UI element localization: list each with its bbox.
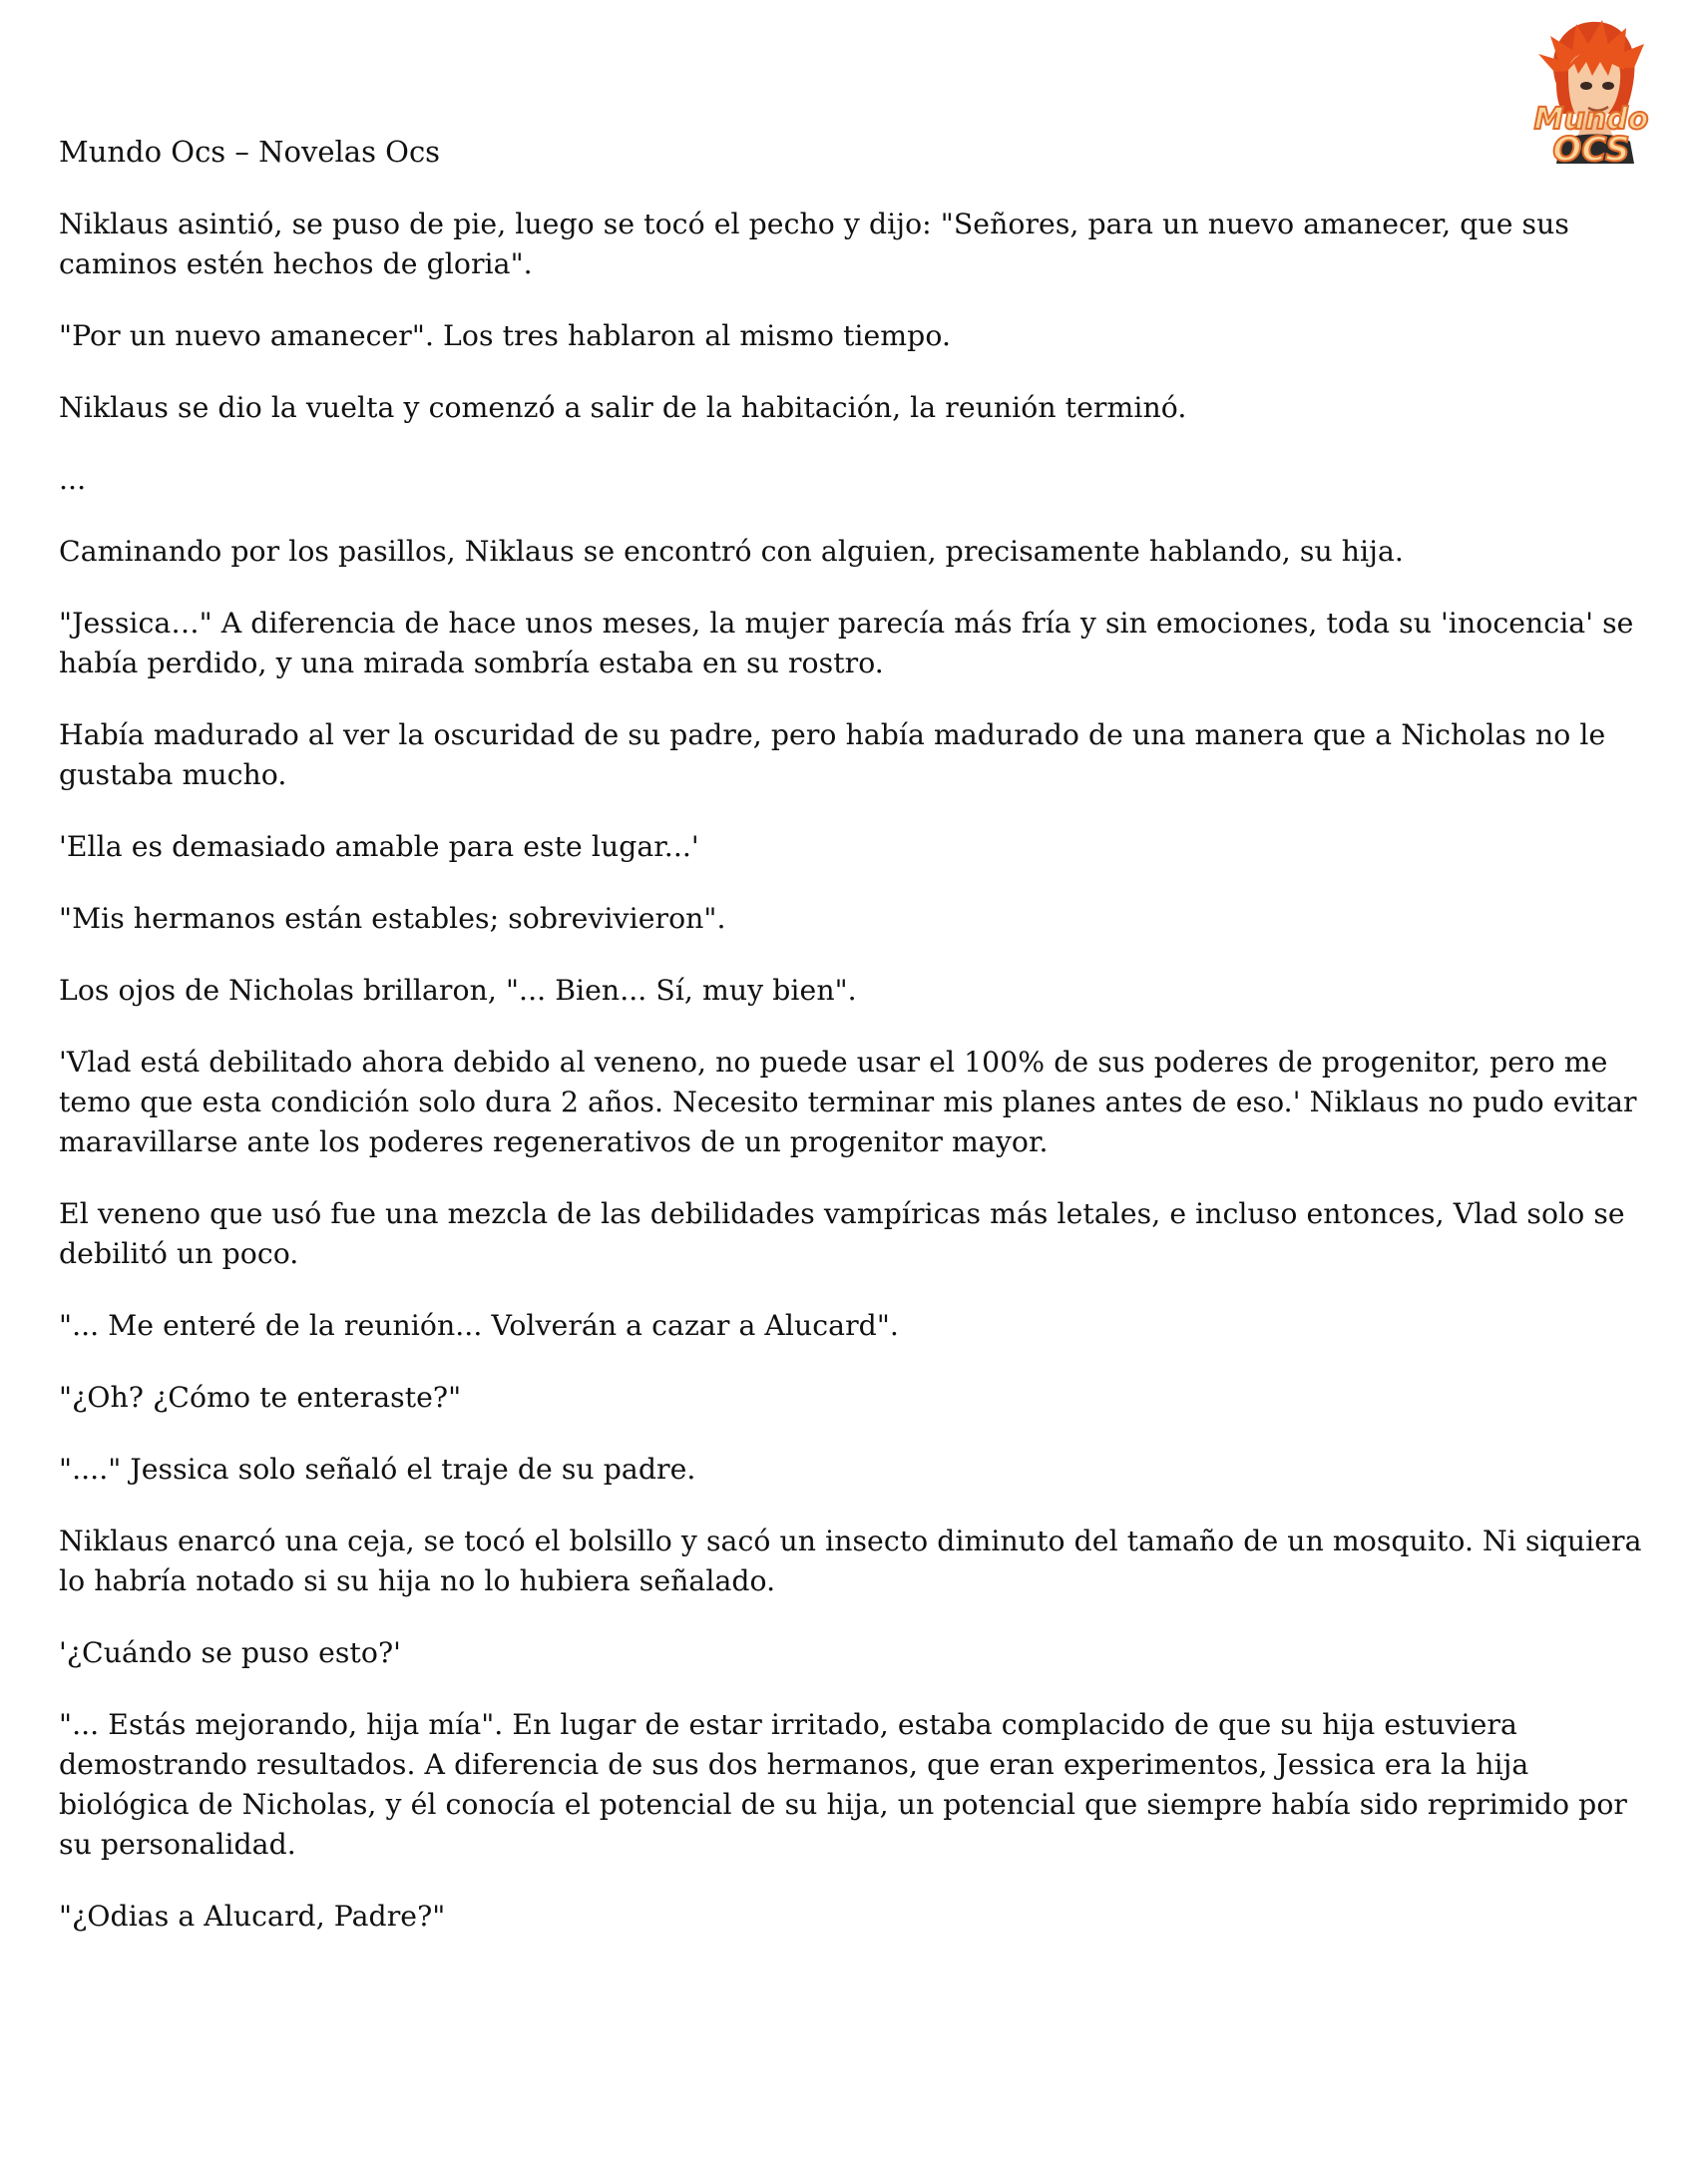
document-body (59, 205, 1655, 1968)
mundo-ocs-logo-icon (1516, 14, 1666, 174)
paragraph: Caminando por los pasillos, Niklaus se encontró con alguien, precisamente hablando, su hija. (59, 535, 1404, 568)
paragraph: "...." Jessica solo señaló el traje de su padre. (59, 1453, 696, 1486)
paragraph: El veneno que usó fue una mezcla de las debilidades vampíricas más letales, e incluso entonces, Vlad solo se debilitó un poco. (59, 1197, 1625, 1270)
paragraph: ... (59, 463, 87, 496)
paragraph: "Jessica…" A diferencia de hace unos meses, la mujer parecía más fría y sin emociones, toda su 'inocencia' se había perdido, y una mirada sombría estaba en su rostro. (59, 607, 1634, 679)
paragraph: Niklaus asintió, se puso de pie, luego se tocó el pecho y dijo: "Señores, para un nuevo amanecer, que sus caminos estén hechos de gloria". (59, 208, 1569, 280)
logo-text-line1: Mundo (1533, 102, 1649, 137)
paragraph: Niklaus enarcó una ceja, se tocó el bolsillo y sacó un insecto diminuto del tamaño de un mosquito. Ni siquiera lo habría notado si su hija no lo hubiera señalado. (59, 1525, 1642, 1597)
paragraph: "Por un nuevo amanecer". Los tres hablaron al mismo tiempo. (59, 319, 951, 352)
paragraph: 'Ella es demasiado amable para este lugar...' (59, 830, 699, 863)
paragraph: "... Estás mejorando, hija mía". En lugar de estar irritado, estaba complacido de que su hija estuviera demostrando resultados. A diferencia de sus dos hermanos, que eran experimentos, Jessica era la hija biológica de Nicholas, y él conocía el potencial de su hija, un potencial que siempre había sido reprimido por su personalidad. (59, 1708, 1628, 1861)
paragraph: "... Me enteré de la reunión... Volverán a cazar a Alucard". (59, 1309, 899, 1342)
paragraph: "¿Odias a Alucard, Padre?" (59, 1900, 446, 1933)
paragraph: Había madurado al ver la oscuridad de su padre, pero había madurado de una manera que a Nicholas no le gustaba mucho. (59, 718, 1606, 791)
paragraph: "¿Oh? ¿Cómo te enteraste?" (59, 1381, 462, 1414)
logo-text-line2: OCS (1552, 130, 1630, 170)
paragraph: "Mis hermanos están estables; sobrevivieron". (59, 902, 726, 935)
page-header: Mundo Ocs – Novelas Ocs (59, 135, 441, 169)
paragraph: Niklaus se dio la vuelta y comenzó a salir de la habitación, la reunión terminó. (59, 391, 1187, 424)
paragraph: '¿Cuándo se puso esto?' (59, 1636, 401, 1669)
logo-text (1516, 102, 1666, 170)
paragraph: Los ojos de Nicholas brillaron, "... Bien... Sí, muy bien". (59, 974, 857, 1007)
paragraph: 'Vlad está debilitado ahora debido al veneno, no puede usar el 100% de sus poderes de progenitor, pero me temo que esta condición solo dura 2 años. Necesito terminar mis planes antes de eso.' Niklaus no pudo evitar maravillarse ante los poderes regenerativos de un progenitor mayor. (59, 1046, 1637, 1158)
